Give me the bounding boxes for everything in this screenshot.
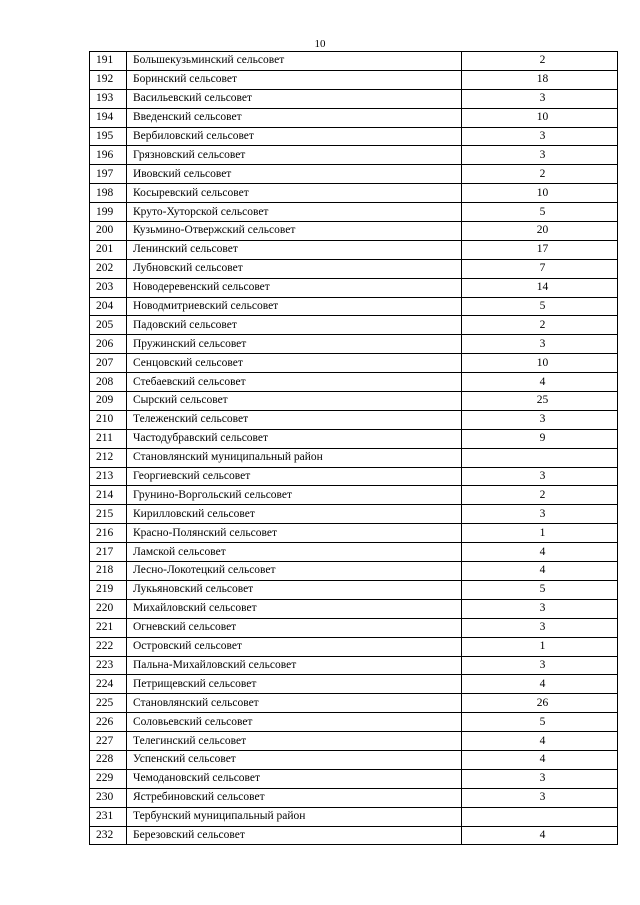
settlement-value: 3 <box>462 127 618 146</box>
table-row <box>90 354 618 373</box>
settlement-name: Соловьевский сельсовет <box>127 713 462 732</box>
settlement-value: 3 <box>462 599 618 618</box>
settlement-value: 4 <box>462 732 618 751</box>
settlement-name: Грунино-Воргольский сельсовет <box>127 486 462 505</box>
row-number: 200 <box>90 222 127 241</box>
settlement-name: Кирилловский сельсовет <box>127 505 462 524</box>
settlement-value: 18 <box>462 70 618 89</box>
table-row <box>90 127 618 146</box>
row-number: 211 <box>90 429 127 448</box>
settlement-value: 3 <box>462 505 618 524</box>
settlement-value: 26 <box>462 694 618 713</box>
table-row <box>90 694 618 713</box>
settlement-value: 3 <box>462 769 618 788</box>
row-number: 219 <box>90 580 127 599</box>
settlement-value: 3 <box>462 467 618 486</box>
settlement-value: 9 <box>462 429 618 448</box>
settlement-value: 10 <box>462 108 618 127</box>
settlement-name: Лесно-Локотецкий сельсовет <box>127 562 462 581</box>
table-row <box>90 448 618 467</box>
settlement-name: Боринский сельсовет <box>127 70 462 89</box>
settlement-value: 4 <box>462 675 618 694</box>
settlement-value: 1 <box>462 637 618 656</box>
row-number: 230 <box>90 788 127 807</box>
settlement-value: 3 <box>462 89 618 108</box>
settlement-value: 7 <box>462 259 618 278</box>
settlements-table <box>89 51 618 845</box>
settlement-value <box>462 448 618 467</box>
settlement-value: 3 <box>462 618 618 637</box>
table-row <box>90 618 618 637</box>
row-number: 195 <box>90 127 127 146</box>
table-row <box>90 750 618 769</box>
settlement-name: Васильевский сельсовет <box>127 89 462 108</box>
table-row <box>90 165 618 184</box>
table-row <box>90 562 618 581</box>
table-row <box>90 297 618 316</box>
settlement-name: Телегинский сельсовет <box>127 732 462 751</box>
settlement-value: 14 <box>462 278 618 297</box>
table-row <box>90 316 618 335</box>
table-row <box>90 826 618 845</box>
settlement-name: Грязновский сельсовет <box>127 146 462 165</box>
settlement-name: Березовский сельсовет <box>127 826 462 845</box>
settlement-name: Косыревский сельсовет <box>127 184 462 203</box>
settlement-name: Красно-Полянский сельсовет <box>127 524 462 543</box>
row-number: 193 <box>90 89 127 108</box>
row-number: 191 <box>90 52 127 71</box>
settlement-value: 1 <box>462 524 618 543</box>
table-row <box>90 580 618 599</box>
settlement-value: 17 <box>462 240 618 259</box>
settlement-name: Георгиевский сельсовет <box>127 467 462 486</box>
row-number: 206 <box>90 335 127 354</box>
row-number: 216 <box>90 524 127 543</box>
settlement-value: 3 <box>462 788 618 807</box>
row-number: 223 <box>90 656 127 675</box>
row-number: 231 <box>90 807 127 826</box>
table-row <box>90 675 618 694</box>
table-row <box>90 203 618 222</box>
settlement-value: 5 <box>462 580 618 599</box>
settlement-value: 25 <box>462 392 618 411</box>
settlement-name: Островский сельсовет <box>127 637 462 656</box>
settlement-value: 4 <box>462 543 618 562</box>
settlement-value: 2 <box>462 165 618 184</box>
row-number: 213 <box>90 467 127 486</box>
table-row <box>90 70 618 89</box>
settlement-value: 3 <box>462 656 618 675</box>
settlement-name: Введенский сельсовет <box>127 108 462 127</box>
row-number: 229 <box>90 769 127 788</box>
table-row <box>90 637 618 656</box>
row-number: 217 <box>90 543 127 562</box>
table-row <box>90 108 618 127</box>
row-number: 224 <box>90 675 127 694</box>
row-number: 210 <box>90 410 127 429</box>
table-row <box>90 52 618 71</box>
settlement-name: Ламской сельсовет <box>127 543 462 562</box>
row-number: 192 <box>90 70 127 89</box>
table-row <box>90 184 618 203</box>
settlement-name: Новодмитриевский сельсовет <box>127 297 462 316</box>
settlement-value <box>462 807 618 826</box>
settlement-name: Ивовский сельсовет <box>127 165 462 184</box>
table-row <box>90 392 618 411</box>
row-number: 218 <box>90 562 127 581</box>
table-row <box>90 599 618 618</box>
row-number: 214 <box>90 486 127 505</box>
row-number: 227 <box>90 732 127 751</box>
row-number: 207 <box>90 354 127 373</box>
table-row <box>90 524 618 543</box>
settlement-name: Михайловский сельсовет <box>127 599 462 618</box>
settlement-name: Сенцовский сельсовет <box>127 354 462 373</box>
table-row <box>90 543 618 562</box>
settlement-name: Сырский сельсовет <box>127 392 462 411</box>
settlement-name: Частодубравский сельсовет <box>127 429 462 448</box>
row-number: 202 <box>90 259 127 278</box>
settlement-value: 4 <box>462 562 618 581</box>
settlement-name: Огневский сельсовет <box>127 618 462 637</box>
settlement-name: Ястребиновский сельсовет <box>127 788 462 807</box>
settlement-value: 20 <box>462 222 618 241</box>
table-row <box>90 410 618 429</box>
row-number: 208 <box>90 373 127 392</box>
settlement-value: 5 <box>462 713 618 732</box>
settlement-name: Чемодановский сельсовет <box>127 769 462 788</box>
table-row <box>90 429 618 448</box>
row-number: 198 <box>90 184 127 203</box>
row-number: 222 <box>90 637 127 656</box>
row-number: 194 <box>90 108 127 127</box>
table-body <box>90 52 618 845</box>
settlement-name: Пружинский сельсовет <box>127 335 462 354</box>
settlement-name: Петрищевский сельсовет <box>127 675 462 694</box>
row-number: 226 <box>90 713 127 732</box>
table-row <box>90 505 618 524</box>
row-number: 201 <box>90 240 127 259</box>
table-row <box>90 732 618 751</box>
settlement-name: Лубновский сельсовет <box>127 259 462 278</box>
settlement-value: 4 <box>462 750 618 769</box>
settlement-value: 5 <box>462 297 618 316</box>
table-row <box>90 240 618 259</box>
settlement-value: 10 <box>462 354 618 373</box>
settlement-value: 5 <box>462 203 618 222</box>
table-row <box>90 656 618 675</box>
settlement-name: Пальна-Михайловский сельсовет <box>127 656 462 675</box>
row-number: 232 <box>90 826 127 845</box>
settlement-value: 10 <box>462 184 618 203</box>
settlement-name: Тербунский муниципальный район <box>127 807 462 826</box>
settlement-name: Падовский сельсовет <box>127 316 462 335</box>
settlement-name: Лукьяновский сельсовет <box>127 580 462 599</box>
table-row <box>90 146 618 165</box>
row-number: 225 <box>90 694 127 713</box>
row-number: 228 <box>90 750 127 769</box>
table-row <box>90 89 618 108</box>
table-row <box>90 467 618 486</box>
table-row <box>90 788 618 807</box>
table-row <box>90 278 618 297</box>
row-number: 209 <box>90 392 127 411</box>
settlement-name: Тележенский сельсовет <box>127 410 462 429</box>
settlement-value: 4 <box>462 373 618 392</box>
row-number: 220 <box>90 599 127 618</box>
row-number: 197 <box>90 165 127 184</box>
table-row <box>90 769 618 788</box>
settlement-value: 2 <box>462 52 618 71</box>
row-number: 196 <box>90 146 127 165</box>
table-row <box>90 335 618 354</box>
settlement-value: 2 <box>462 316 618 335</box>
settlement-value: 4 <box>462 826 618 845</box>
row-number: 205 <box>90 316 127 335</box>
row-number: 221 <box>90 618 127 637</box>
settlement-value: 2 <box>462 486 618 505</box>
settlement-name: Ленинский сельсовет <box>127 240 462 259</box>
settlement-name: Успенский сельсовет <box>127 750 462 769</box>
table-row <box>90 486 618 505</box>
row-number: 203 <box>90 278 127 297</box>
settlement-name: Новодеревенский сельсовет <box>127 278 462 297</box>
settlement-name: Стебаевский сельсовет <box>127 373 462 392</box>
table-row <box>90 373 618 392</box>
page-number: 10 <box>314 38 326 50</box>
table-row <box>90 713 618 732</box>
settlement-name: Вербиловский сельсовет <box>127 127 462 146</box>
row-number: 212 <box>90 448 127 467</box>
settlement-name: Круто-Хуторской сельсовет <box>127 203 462 222</box>
settlement-value: 3 <box>462 410 618 429</box>
table-row <box>90 222 618 241</box>
settlement-value: 3 <box>462 146 618 165</box>
row-number: 204 <box>90 297 127 316</box>
settlement-value: 3 <box>462 335 618 354</box>
table-row <box>90 807 618 826</box>
row-number: 215 <box>90 505 127 524</box>
settlement-name: Большекузьминский сельсовет <box>127 52 462 71</box>
table-row <box>90 259 618 278</box>
settlement-name: Становлянский сельсовет <box>127 694 462 713</box>
settlement-name: Становлянский муниципальный район <box>127 448 462 467</box>
row-number: 199 <box>90 203 127 222</box>
settlement-name: Кузьмино-Отвержский сельсовет <box>127 222 462 241</box>
